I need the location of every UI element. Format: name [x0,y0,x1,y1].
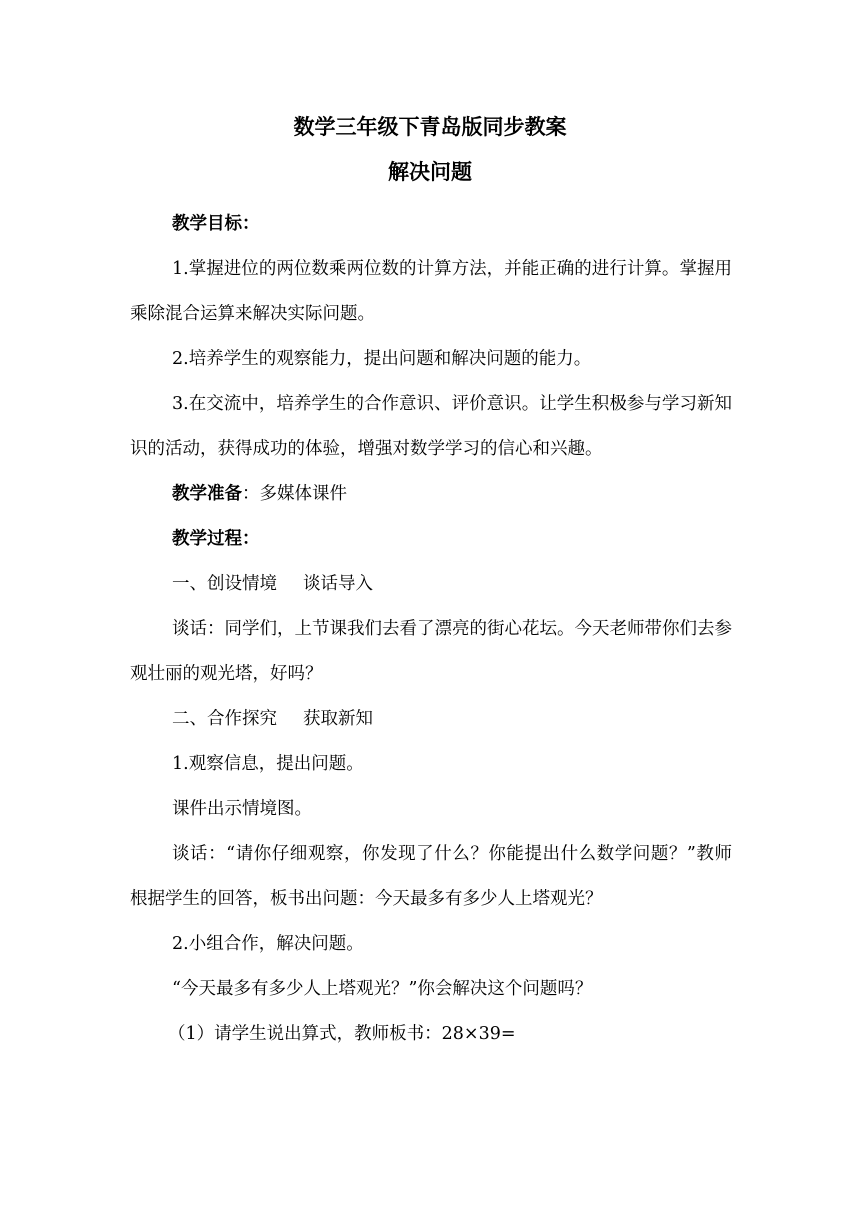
section-1-heading [130,562,732,607]
preparation-line [130,472,732,517]
objectives-heading [130,202,732,247]
preparation-text: ：多媒体课件 [242,484,347,504]
section-1-heading-a: 一、创设情境 [172,574,277,594]
document-subtitle: 解决问题 [388,160,472,184]
section-2-heading-a: 二、合作探究 [172,709,277,729]
step-2-item-1: （1）请学生说出算式，教师板书：28×39= [168,1024,516,1044]
section-2-heading [130,697,732,742]
step-2: 2.小组合作，解决问题。 [172,934,364,954]
process-heading [130,517,732,562]
process-heading-text: 教学过程： [172,529,260,549]
step-2-text: “今天最多有多少人上塔观光？”你会解决这个问题吗？ [172,979,593,999]
section-2-heading-b: 获取新知 [303,709,373,729]
step-1: 1.观察信息，提出问题。 [172,754,364,774]
document-body [130,202,732,1057]
section-1-text: 谈话：同学们，上节课我们去看了漂亮的街心花坛。今天老师带你们去参观壮丽的观光塔，好吗？ [130,619,732,684]
preparation-label: 教学准备 [172,484,242,504]
step-1-text-b: 谈话：“请你仔细观察，你发现了什么？你能提出什么数学问题？”教师根据学生的回答，板书出问题：今天最多有多少人上塔观光？ [130,844,732,909]
step-1-text-a: 课件出示情境图。 [172,799,312,819]
objective-3: 3.在交流中，培养学生的合作意识、评价意识。让学生积极参与学习新知识的活动，获得成功的体验，增强对数学学习的信心和兴趣。 [130,394,732,459]
objectives-heading-text: 教学目标： [172,214,260,234]
objective-2: 2.培养学生的观察能力，提出问题和解决问题的能力。 [172,349,592,369]
section-1-heading-b: 谈话导入 [303,574,373,594]
document-title: 数学三年级下青岛版同步教案 [293,115,567,139]
objective-1: 1.掌握进位的两位数乘两位数的计算方法，并能正确的进行计算。掌握用乘除混合运算来解决实际问题。 [130,259,732,324]
